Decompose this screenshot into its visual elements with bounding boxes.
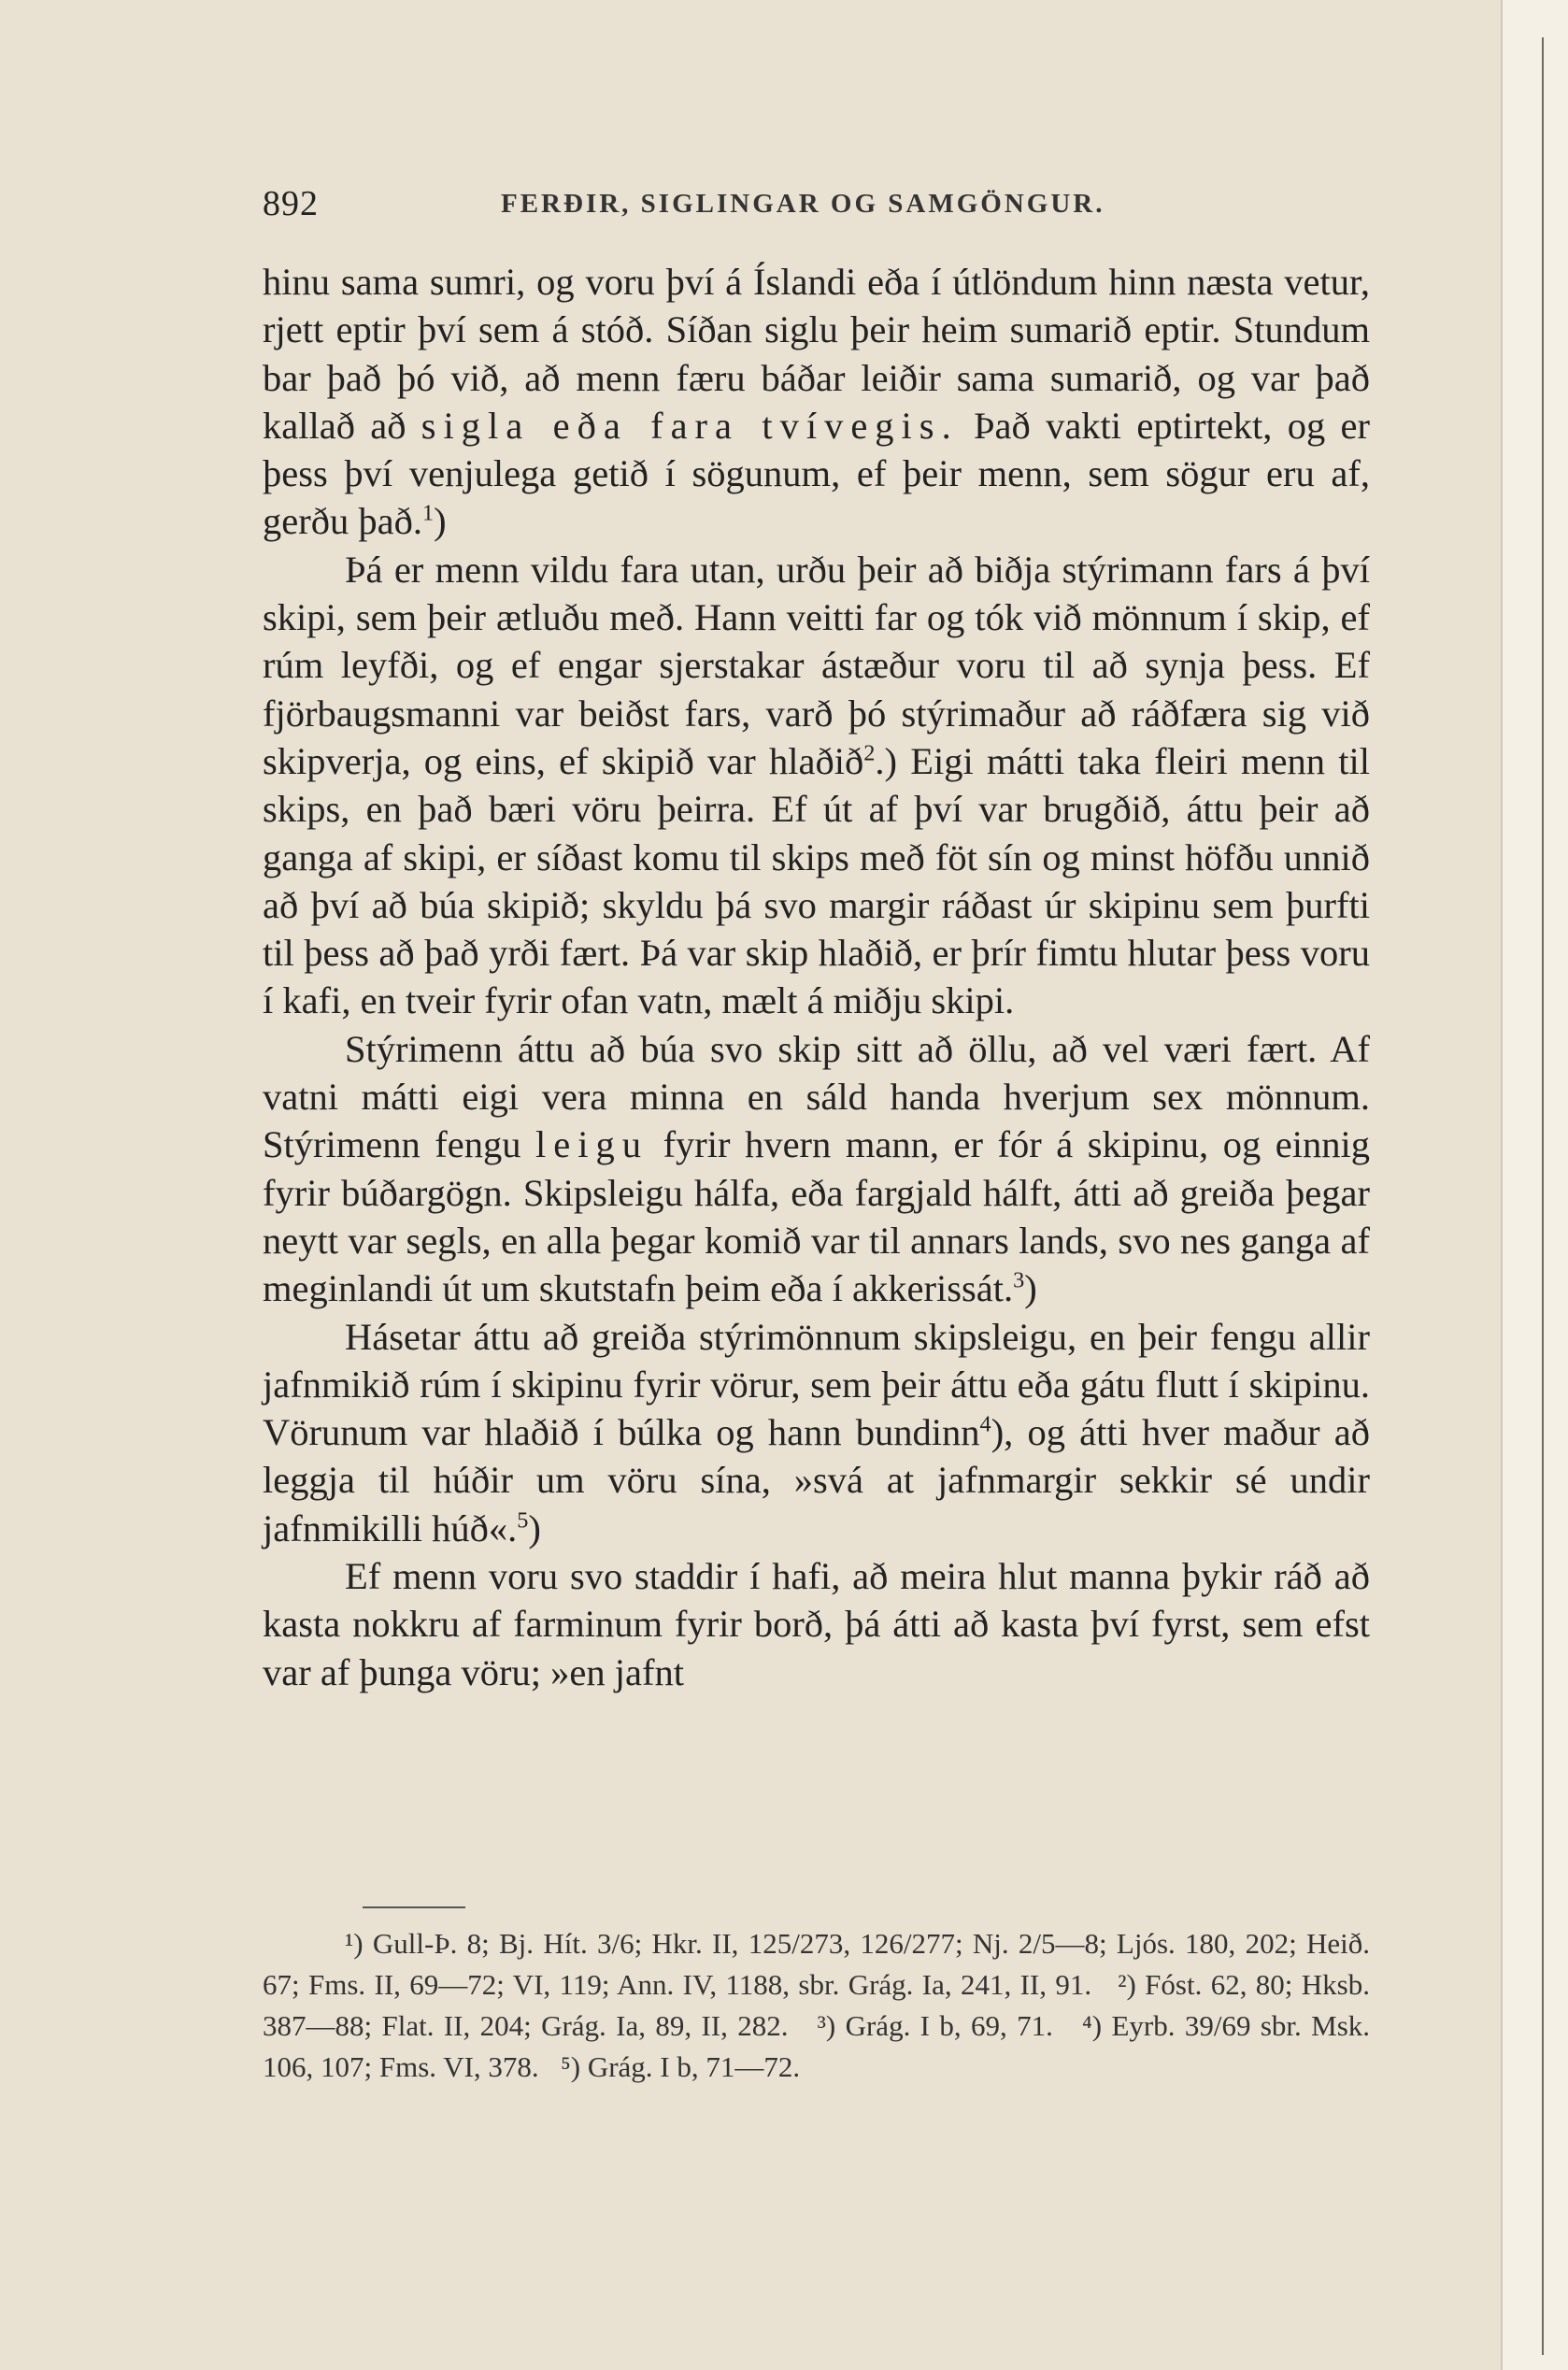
footnote-ref-close: ) [528, 1506, 541, 1549]
page-edge-line [1542, 37, 1544, 2355]
paragraph-5 [263, 1552, 1370, 1696]
footnote-block [263, 1923, 1370, 2088]
body-text [263, 258, 1370, 1696]
running-title: FERÐIR, SIGLINGAR OG SAMGÖNGUR. [501, 189, 1105, 219]
footnote-ref-close: ) [434, 500, 447, 543]
footnotes [263, 1923, 1370, 2088]
footnote-ref-close: ) [1024, 1267, 1037, 1310]
paragraph-text: ), og átti hver maður að leggja til húðir um vöru sína, »svá at jafnmargir sekkir sé undir jafnmikilli húð«. [263, 1411, 1370, 1549]
page-header [263, 183, 1384, 239]
spaced-emphasis: sigla eða fara tvívegis. [421, 404, 959, 447]
footnote-ref: 3 [1013, 1267, 1025, 1293]
footnote-ref: 2 [863, 740, 876, 766]
adjacent-page-edge [1501, 0, 1568, 2370]
footnote-ref: 4 [979, 1411, 991, 1437]
footnote-2: ²) Fóst. 62, 80; Hksb. 387—88; Flat. II, 204; Grág. Ia, 89, II, 282. [263, 1968, 1370, 2042]
paragraph-text: Það vakti eptirtekt, og er þess því venjulega getið í sögunum, ef þeir menn, sem sögur eru af, gerðu það. [263, 404, 1370, 543]
paragraph-text: Ef menn voru svo staddir í hafi, að meira hlut manna þykir ráð að kasta nokkru af farminum fyrir borð, þá átti að kasta því fyrst, sem efst var af þunga vöru; »en jafnt [263, 1555, 1370, 1693]
paragraph-text: Stýrimenn áttu að búa svo skip sitt að öllu, að vel væri fært. Af vatni mátti eigi vera minna en sáld handa hverjum sex mönnum. Stýrimenn fengu [263, 1027, 1370, 1166]
paragraph-text: Hásetar áttu að greiða stýrimönnum skipsleigu, en þeir fengu allir jafnmikið rúm í skipinu fyrir vörur, sem þeir áttu eða gátu flutt í skipinu. Vörunum var hlaðið í búlka og hann bundinn [263, 1315, 1370, 1454]
footnote-ref: 1 [421, 500, 435, 526]
paragraph-3 [263, 1025, 1370, 1313]
page-number: 892 [263, 184, 319, 223]
paragraph-2 [263, 546, 1370, 1025]
footnote-4: ⁴) Eyrb. 39/69 sbr. Msk. 106, 107; Fms. VI, 378. [263, 2009, 1371, 2083]
footnote-5: ⁵) Grág. I b, 71—72. [560, 2050, 801, 2083]
footnote-divider [363, 1906, 465, 1908]
footnote-3: ³) Grág. I b, 69, 71. [817, 2009, 1053, 2042]
footnote-1: ¹) Gull-Þ. 8; Bj. Hít. 3/6; Hkr. II, 125/273, 126/277; Nj. 2/5—8; Ljós. 180, 202; Heið. 67; Fms. II, 69—72; VI, 119; Ann. IV, 1188, sbr. Grág. Ia, 241, II, 91. [263, 1927, 1370, 2001]
paragraph-4 [263, 1313, 1370, 1552]
paragraph-text: hinu sama sumri, og voru því á Íslandi eða í útlöndum hinn næsta vetur, rjett eptir því sem á stóð. Síðan siglu þeir heim sumarið eptir. Stundum bar það þó við, að menn færu báðar leiðir sama sumarið, og var það kallað að [263, 261, 1370, 447]
spaced-emphasis: leigu [535, 1123, 649, 1166]
footnote-ref: 5 [517, 1507, 529, 1534]
paragraph-text: fyrir hvern mann, er fór á skipinu, og einnig fyrir búðargögn. Skipsleigu hálfa, eða fargjald hálft, átti að greiða þegar neytt var segls, en alla þegar komið var til annars lands, svo nes ganga af meginlandi út um skutstafn þeim eða í akkerissát. [263, 1123, 1370, 1310]
paragraph-text: .) Eigi mátti taka fleiri menn til skips, en það bæri vöru þeirra. Ef út af því var brugðið, áttu þeir að ganga af skipi, er síðast komu til skips með föt sín og minst höfðu unnið að því að búa skipið; skyldu þá svo margir ráðast úr skipinu sem þurfti til þess að það yrði fært. Þá var skip hlaðið, er þrír fimtu hlutar þess voru í kafi, en tveir fyrir ofan vatn, mælt á miðju skipi. [263, 739, 1370, 1022]
paragraph-1 [263, 258, 1370, 546]
paragraph-text: Þá er menn vildu fara utan, urðu þeir að biðja stýrimann fars á því skipi, sem þeir ætluðu með. Hann veitti far og tók við mönnum í skip, ef rúm leyfði, og ef engar sjerstakar ástæður voru til að synja þess. Ef fjörbaugsmanni var beiðst fars, varð þó stýrimaður að ráðfæra sig við skipverja, og eins, ef skipið var hlaðið [263, 548, 1370, 782]
